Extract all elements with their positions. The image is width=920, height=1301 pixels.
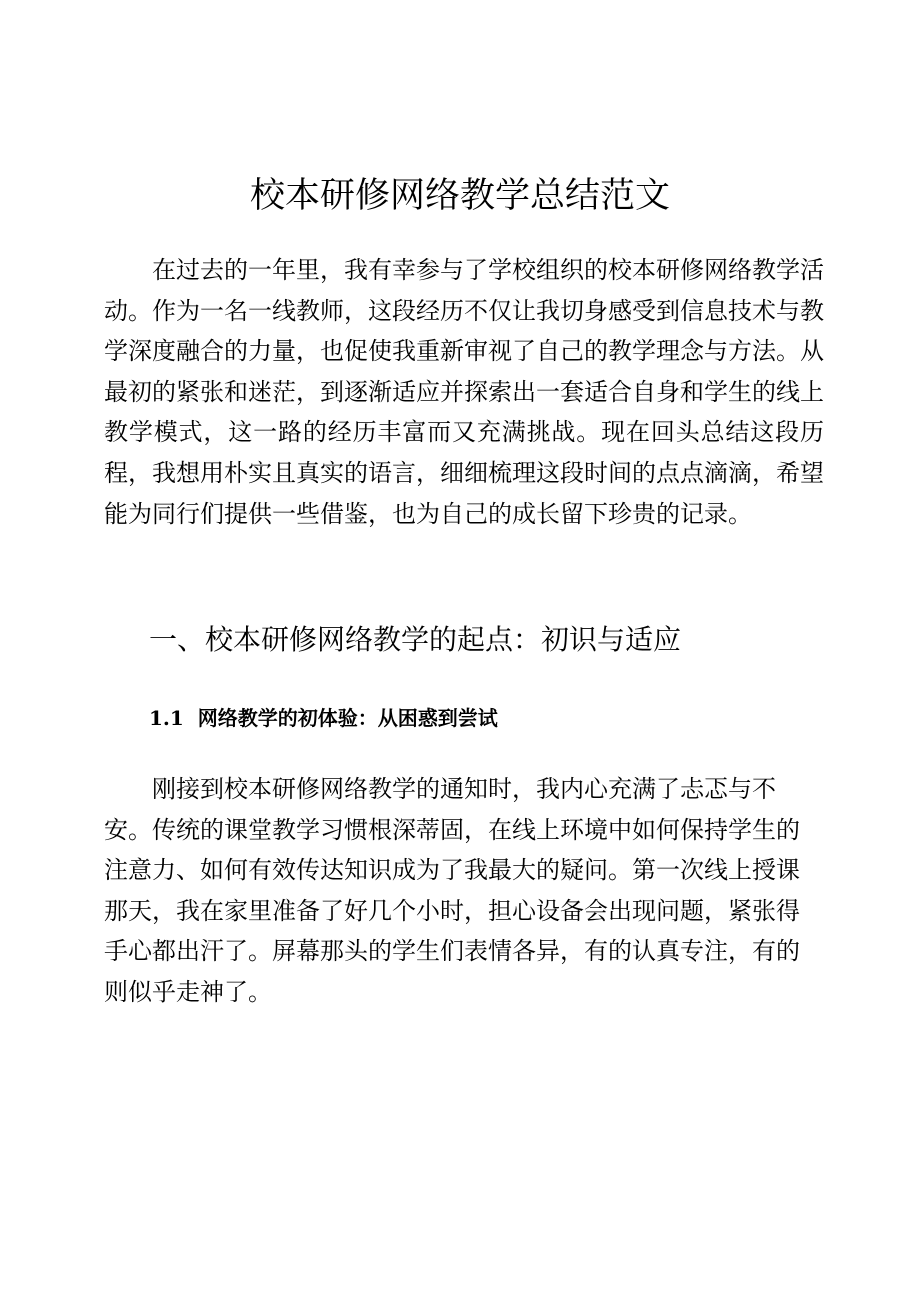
- document-title: 校本研修网络教学总结范文: [249, 176, 670, 216]
- subsection-title: 网络教学的初体验：从困惑到尝试: [197, 706, 498, 730]
- section-heading: 一、校本研修网络教学的起点：初识与适应: [149, 623, 682, 656]
- subsection-number: 1.1: [149, 706, 184, 730]
- section-paragraph: 刚接到校本研修网络教学的通知时，我内心充满了忐忑与不安。传统的课堂教学习惯根深蒂固，在线上环境中如何保持学生的注意力、如何有效传达知识成为了我最大的疑问。第一次线上授课那天，我在家里准备了好几个小时，担心设备会出现问题，紧张得手心都出汗了。屏幕那头的学生们表情各异，有的认真专注，有的则似乎走神了。: [104, 775, 800, 1006]
- subsection-heading: [149, 700, 498, 736]
- intro-paragraph: 在过去的一年里，我有幸参与了学校组织的校本研修网络教学活动。作为一名一线教师，这段经历不仅让我切身感受到信息技术与教学深度融合的力量，也促使我重新审视了自己的教学理念与方法。从最初的紧张和迷茫，到逐渐适应并探索出一套适合自身和学生的线上教学模式，这一路的经历丰富而又充满挑战。现在回头总结这段历程，我想用朴实且真实的语言，细细梳理这段时间的点点滴滴，希望能为同行们提供一些借鉴，也为自己的成长留下珍贵的记录。: [104, 256, 824, 528]
